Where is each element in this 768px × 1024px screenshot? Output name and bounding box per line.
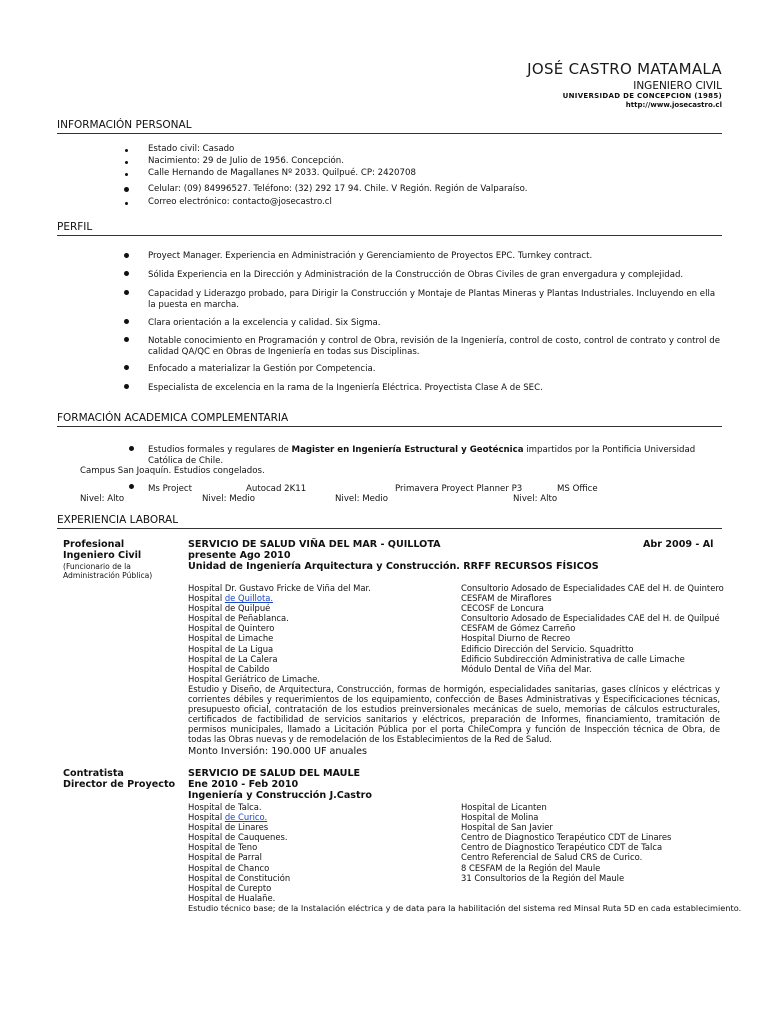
personal-phone: Celular: (09) 84996527. Teléfono: (32) 292 17 94. Chile. V Región. Región de Valparaíso.: [148, 184, 528, 194]
bullet-icon: [124, 337, 129, 342]
job2-dates: Ene 2010 - Feb 2010: [188, 779, 299, 790]
list-item: Hospital de Limache: [188, 633, 274, 644]
job2-role: Contratista: [63, 768, 124, 779]
list-item: Hospital de Linares: [188, 822, 269, 833]
list-item: Hospital de San Javier: [461, 822, 553, 833]
job1-unit: Unidad de Ingeniería Arquitectura y Construcción. RRFF RECURSOS FÍSICOS: [188, 561, 599, 572]
bullet-icon: [129, 484, 134, 489]
software-name: Ms Project: [148, 484, 193, 494]
personal-email[interactable]: Correo electrónico: contacto@josecastro.cl: [148, 197, 332, 207]
software-level: Nivel: Medio: [335, 494, 389, 504]
bullet-icon: [125, 202, 128, 205]
quillota-link[interactable]: de Quillota.: [224, 593, 274, 604]
bullet-icon: [124, 271, 129, 276]
bullet-icon: [124, 365, 129, 370]
bullet-icon: [124, 187, 129, 192]
website-link[interactable]: http://www.josecastro.cl: [625, 101, 722, 109]
list-item: 31 Consultorios de la Región del Maule: [461, 872, 625, 883]
section-experiencia: EXPERIENCIA LABORAL: [57, 514, 722, 529]
list-item: Hospital de Constitución: [188, 872, 291, 883]
magister-title: Magister en Ingeniería Estructural y Geotécnica: [291, 445, 524, 455]
perfil-item: Clara orientación a la excelencia y calidad. Six Sigma.: [148, 318, 381, 328]
job1-right-list: [461, 583, 724, 674]
formacion-study-line2: Católica de Chile.: [148, 456, 224, 466]
job2-company: Ingeniería y Construcción J.Castro: [188, 790, 372, 801]
bullet-icon: [125, 173, 128, 176]
personal-birth: Nacimiento: 29 de Julio de 1956. Concepción.: [148, 156, 344, 166]
list-item: Hospital de Teno: [188, 842, 258, 853]
job1-date-start: Abr 2009 - Al: [643, 539, 714, 550]
list-item: CESFAM de Miraflores: [461, 593, 552, 604]
list-item: Hospital Diurno de Recreo: [461, 633, 571, 644]
formacion-study: Estudios formales y regulares de Magister en Ingeniería Estructural y Geotécnica impartidos por la Pontificia Universidad: [148, 445, 696, 455]
list-item: Hospital de La Calera: [188, 653, 278, 664]
list-item: Hospital de Molina: [461, 812, 539, 823]
list-item: Edificio Subdirección Administrativa de calle Limache: [461, 653, 685, 664]
perfil-item: Proyect Manager. Experiencia en Administración y Gerenciamiento de Proyectos EPC. Turnkey contract.: [148, 251, 593, 261]
list-item: Hospital de La Ligua: [188, 643, 274, 654]
software-name: Autocad 2K11: [246, 484, 307, 494]
software-level: Nivel: Alto: [80, 494, 125, 504]
list-item: Hospital de Peñablanca.: [188, 613, 289, 624]
list-item: Hospital de Cauquenes.: [188, 832, 288, 843]
section-formacion: FORMACIÓN ACADEMICA COMPLEMENTARIA: [57, 412, 722, 427]
list-item: Hospital Geriátrico de Limache.: [188, 673, 320, 684]
personal-address: Calle Hernando de Magallanes Nº 2033. Quilpué. CP: 2420708: [148, 168, 416, 178]
list-item: Edificio Dirección del Servicio. Squadritto: [461, 643, 634, 654]
job1-role: Profesional: [63, 539, 125, 550]
list-item: Hospital de Licanten: [461, 802, 547, 812]
curico-link[interactable]: de Curico.: [224, 812, 268, 823]
software-name: Primavera Proyect Planner P3: [395, 484, 523, 494]
perfil-item: Sólida Experiencia en la Dirección y Administración de la Construcción de Obras Civiles de gran envergadura y complejidad.: [148, 270, 684, 280]
bullet-icon: [125, 161, 128, 164]
list-item: Hospital de Parral: [188, 852, 262, 863]
software-level: Nivel: Alto: [513, 494, 558, 504]
list-item: Hospital de Hualañe.: [188, 892, 276, 903]
candidate-title: INGENIERO CIVIL: [633, 80, 722, 92]
list-item: Hospital de Quillota.: [188, 593, 274, 604]
list-item: Consultorio Adosado de Especialidades CAE del H. de Quilpué: [461, 613, 720, 624]
job2-right-list: [461, 802, 671, 883]
software-level: Nivel: Medio: [202, 494, 256, 504]
list-item: CESFAM de Gómez Carreño: [461, 623, 576, 634]
job2-employer: SERVICIO DE SALUD DEL MAULE: [188, 768, 361, 779]
job1-employer: SERVICIO DE SALUD VIÑA DEL MAR - QUILLOTA: [188, 539, 441, 550]
job1-left-list: [188, 583, 371, 684]
list-item: Hospital de Curepto: [188, 882, 272, 893]
list-item: Centro Referencial de Salud CRS de Curico.: [461, 852, 643, 863]
personal-civil-status: Estado civil: Casado: [148, 144, 235, 154]
job1-role-note: Administración Pública): [63, 571, 153, 580]
perfil-item: Capacidad y Liderazgo probado, para Dirigir la Construcción y Montaje de Plantas Mineras y Plantas Industriales. Incluyendo en ella la puesta en marcha.: [148, 289, 716, 310]
list-item: Hospital Dr. Gustavo Fricke de Viña del Mar.: [188, 583, 371, 593]
list-item: Consultorio Adosado de Especialidades CAE del H. de Quintero: [461, 583, 724, 593]
bullet-icon: [124, 290, 129, 295]
job1-date-end: presente Ago 2010: [188, 550, 291, 561]
list-item: Hospital de Talca.: [188, 802, 262, 812]
university: UNIVERSIDAD DE CONCEPCION (1985): [562, 92, 722, 100]
job1-description: Estudio y Diseño, de Arquitectura, Construcción, formas de hormigón, especialidades sanitarias, gases clínicos y eléctricas y corrientes débiles y requerimientos de los equipamiento, confección de Bases Administrativas y Especificicaciones técnicas, presupuesto oficial, contratación de los estudios preinversionales mecánicas de suelo, memorias de cálculos estructurales, certificados de factibilidad de servicios sanitarios y eléctricos, preparación de Informes, financiamiento, tramitación de permisos municipales, llamado a Licitación Pública por el porta ChileCompra y función de Inspección técnica de Obra, de todas las Obras nuevas y de remodelación de los Establecimientos de la Red de Salud.: [188, 684, 720, 745]
job2-role-title: Director de Proyecto: [63, 779, 176, 790]
list-item: CECOSF de Loncura: [461, 603, 544, 614]
perfil-item: Especialista de excelencia en la rama de la Ingeniería Eléctrica. Proyectista Clase A de SEC.: [148, 383, 543, 393]
list-item: Módulo Dental de Viña del Mar.: [461, 663, 592, 674]
list-item: Hospital de Quilpué: [188, 603, 271, 614]
formacion-campus: Campus San Joaquín. Estudios congelados.: [80, 466, 265, 476]
bullet-icon: [124, 253, 129, 258]
section-personal: INFORMACIÓN PERSONAL: [57, 119, 722, 134]
software-name: MS Office: [557, 484, 598, 494]
job1-role-title: Ingeniero Civil: [63, 550, 142, 561]
list-item: Centro de Diagnostico Terapéutico CDT de Linares: [461, 832, 672, 843]
perfil-item: Enfocado a materializar la Gestión por Competencia.: [148, 364, 376, 374]
job1-role-note: (Funcionario de la: [63, 562, 131, 571]
job1-investment: Monto Inversión: 190.000 UF anuales: [188, 746, 368, 757]
list-item: Centro de Diagnostico Terapéutico CDT de Talca: [461, 842, 663, 853]
list-item: Hospital de Chanco: [188, 862, 270, 873]
bullet-icon: [124, 384, 129, 389]
perfil-item: Notable conocimiento en Programación y control de Obra, revisión de la Ingeniería, control de costo, control de contrato y control de calidad QA/QC en Obras de Ingeniería en todas sus Disciplinas.: [148, 336, 721, 357]
list-item: Hospital de Curico.: [188, 812, 268, 823]
list-item: Hospital de Cabildo: [188, 663, 270, 674]
bullet-icon: [129, 446, 134, 451]
section-perfil: PERFIL: [57, 221, 722, 236]
bullet-icon: [124, 319, 129, 324]
job2-description: Estudio técnico base; de la Instalación eléctrica y de data para la habilitación del sistema red Minsal Ruta 5D en cada establecimiento.: [188, 903, 742, 913]
list-item: Hospital de Quintero: [188, 623, 275, 634]
bullet-icon: [125, 149, 128, 152]
candidate-name: JOSÉ CASTRO MATAMALA: [527, 60, 722, 78]
list-item: 8 CESFAM de la Región del Maule: [461, 862, 601, 873]
job2-left-list: [188, 802, 290, 903]
